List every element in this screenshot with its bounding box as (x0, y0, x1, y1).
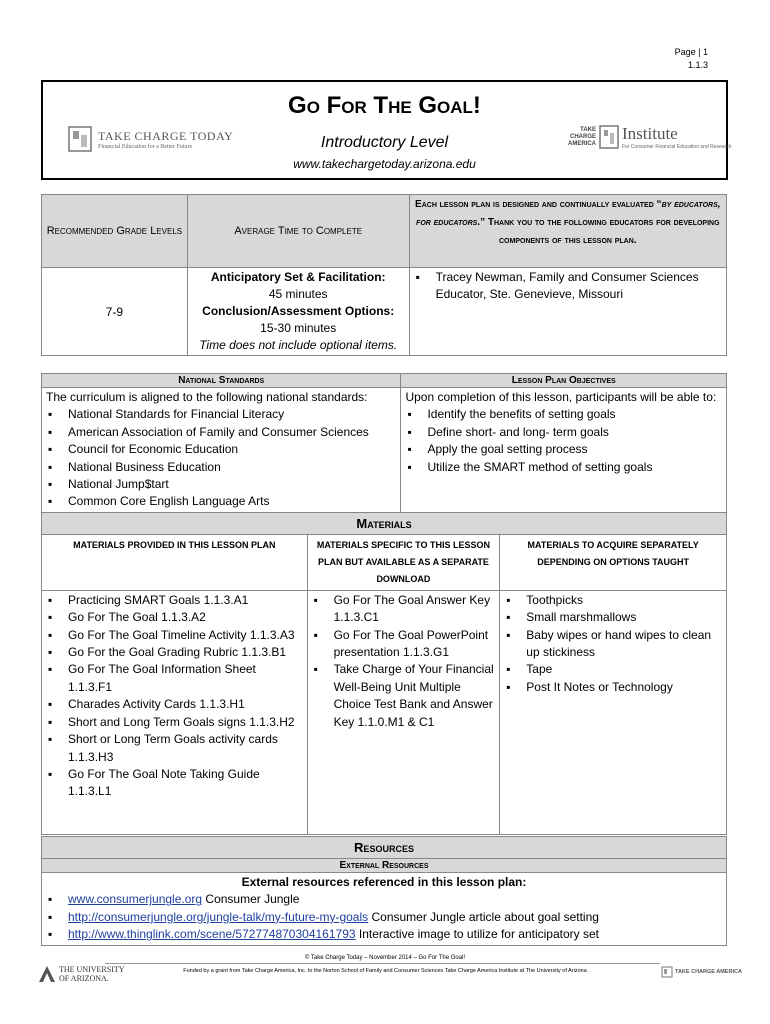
standards-materials-table (41, 373, 727, 835)
educators-list-cell (409, 268, 726, 356)
time-value-1: 45 minutes (268, 287, 328, 301)
logo-left-tagline: Financial Education for a Better Future (98, 143, 193, 150)
materials-provided-cell (42, 590, 308, 834)
logo-left-name: TAKE CHARGE TODAY (98, 128, 234, 143)
materials-col2-header: MATERIALS SPECIFIC TO THIS LESSON PLAN BUT AVAILABLE AS A SEPARATE DOWNLOAD (307, 534, 500, 590)
material-item: ▪ Practicing SMART Goals 1.1.3.A1 (68, 592, 303, 609)
tca-institute-logo (568, 124, 732, 150)
grade-value: 7-9 (42, 268, 188, 356)
subtitle: Introductory Level (320, 134, 449, 151)
time-values (187, 268, 409, 356)
external-resources-header: External Resources (42, 859, 727, 873)
material-item: ▪ Take Charge of Your Financial Well-Being Unit Multiple Choice Test Bank and Answer Key 1.1.0.M1 & C1 (334, 661, 496, 731)
resource-link[interactable]: www.consumerjungle.org (68, 892, 203, 907)
resource-desc: Consumer Jungle article about goal setting (368, 909, 599, 924)
time-value-2: 15-30 minutes (260, 321, 337, 335)
resources-intro: External resources referenced in this lesson plan: (241, 875, 527, 889)
educators-header-emphasis: by educators, for educators (416, 199, 721, 228)
tca-logo-icon (599, 125, 619, 149)
resource-link[interactable]: http://www.thinglink.com/scene/572774870304161793 (68, 927, 356, 942)
time-note: Time does not include optional items. (199, 338, 398, 352)
time-label-1: Anticipatory Set & Facilitation (210, 270, 382, 284)
logo-right-name-2: CHARGE (569, 133, 596, 140)
logo-right-name-1: TAKE (580, 126, 596, 133)
logo-right-tagline: For Consumer Financial Education and Research (622, 144, 732, 150)
tca-footer-text: TAKE CHARGE AMERICA (675, 969, 742, 975)
resource-link[interactable]: http://consumerjungle.org/jungle-talk/my-future-my-goals (68, 909, 369, 924)
educators-header-part-2: .” Thank you to the following educators for developing components of this lesson plan. (477, 217, 720, 246)
material-item: ▪ Go For The Goal Information Sheet 1.1.3.F1 (68, 661, 303, 696)
materials-col1-header: MATERIALS PROVIDED IN THIS LESSON PLAN (42, 534, 308, 590)
lesson-code: 1.1.3 (687, 60, 708, 70)
resources-table (41, 836, 727, 946)
educator-item: ▪ Tracey Newman, Family and Consumer Sciences Educator, Ste. Genevieve, Missouri (436, 269, 722, 304)
logo-right-name-3: AMERICA (568, 140, 596, 147)
standards-intro: The curriculum is aligned to the following national standards: (46, 390, 368, 404)
resource-item (68, 891, 722, 908)
title-box (41, 80, 732, 180)
material-item: ▪ Toothpicks (526, 592, 722, 609)
resource-desc: Interactive image to utilize for anticipatory set (355, 927, 599, 942)
material-item: ▪ Short and Long Term Goals signs 1.1.3.H2 (68, 714, 303, 731)
page-label: Page | 1 (674, 47, 708, 57)
standard-item: ▪ National Standards for Financial Literacy (68, 406, 396, 423)
material-item: ▪ Baby wipes or hand wipes to clean up stickiness (526, 627, 722, 662)
objective-item: ▪ Identify the benefits of setting goals (427, 406, 722, 423)
ua-line-2: OF ARIZONA. (59, 974, 109, 983)
standard-item: ▪ Council for Economic Education (68, 441, 396, 458)
material-item: ▪ Go For the Goal Grading Rubric 1.1.3.B1 (68, 644, 303, 661)
standard-item: ▪ American Association of Family and Consumer Sciences (68, 424, 396, 441)
educators-header-part-1: Each lesson plan is designed and continually evaluated “ (415, 199, 662, 210)
standard-item: ▪ National Jump$tart (68, 476, 396, 493)
ua-line-1: THE UNIVERSITY (59, 965, 125, 974)
material-item: ▪ Short or Long Term Goals activity cards 1.1.3.H3 (68, 731, 303, 766)
material-item: ▪ Go For The Goal Answer Key 1.1.3.C1 (334, 592, 496, 627)
materials-download-cell (307, 590, 500, 834)
objective-item: ▪ Utilize the SMART method of setting goals (427, 459, 722, 476)
material-item: ▪ Go For The Goal Timeline Activity 1.1.3.A3 (68, 627, 303, 644)
materials-col3-header: MATERIALS TO ACQUIRE SEPARATELY DEPENDING ON OPTIONS TAUGHT (500, 534, 727, 590)
objectives-intro: Upon completion of this lesson, participants will be able to: (405, 390, 717, 404)
materials-header: Materials (42, 512, 727, 534)
material-item: ▪ Go For The Goal 1.1.3.A2 (68, 609, 303, 626)
footer-divider (105, 963, 660, 964)
ua-a-icon (38, 965, 56, 983)
material-item: ▪ Go For The Goal Note Taking Guide 1.1.3.L1 (68, 766, 303, 801)
educators-header (409, 195, 726, 268)
standard-item: ▪ Common Core English Language Arts (68, 493, 396, 510)
standard-item: ▪ National Business Education (68, 459, 396, 476)
resource-desc: Consumer Jungle (202, 892, 300, 907)
time-label-1-row: Anticipatory Set & Facilitation: (210, 270, 386, 284)
overview-table (41, 194, 727, 356)
footer-funding: Funded by a grant from Take Charge America, Inc. to the Norton School of Family and Consumer Sciences Take Charge America Institute at The University of Arizona (183, 968, 587, 974)
material-item: ▪ Go For The Goal PowerPoint presentation 1.1.3.G1 (334, 627, 496, 662)
objective-item: ▪ Define short- and long- term goals (427, 424, 722, 441)
objectives-cell (401, 388, 727, 513)
materials-acquire-cell (500, 590, 727, 834)
tca-footer-logo (661, 966, 742, 978)
time-label-2-row: Conclusion/Assessment Options: (202, 304, 395, 318)
logo-right-institute: Institute (622, 124, 678, 143)
time-label-2: Conclusion/Assessment Options (202, 304, 391, 318)
time-header: Average Time to Complete (187, 195, 409, 268)
page-number (675, 46, 708, 72)
standards-header: National Standards (42, 374, 401, 388)
page-title: Go For The Goal! (288, 92, 481, 119)
resources-cell (42, 873, 727, 946)
grade-header: Recommended Grade Levels (42, 195, 188, 268)
objective-item: ▪ Apply the goal setting process (427, 441, 722, 458)
material-item: ▪ Charades Activity Cards 1.1.3.H1 (68, 696, 303, 713)
material-item: ▪ Tape (526, 661, 722, 678)
standards-cell (42, 388, 401, 513)
website-url: www.takechargetoday.arizona.edu (293, 157, 476, 171)
objectives-header: Lesson Plan Objectives (401, 374, 727, 388)
tca-footer-icon (661, 966, 673, 978)
resource-item (68, 926, 722, 943)
footer-copyright: © Take Charge Today – November 2014 – Go For The Goal! (304, 955, 466, 961)
material-item: ▪ Post It Notes or Technology (526, 679, 722, 696)
resource-item (68, 909, 722, 926)
ua-logo (38, 965, 125, 983)
resources-header: Resources (42, 837, 727, 859)
material-item: ▪ Small marshmallows (526, 609, 722, 626)
